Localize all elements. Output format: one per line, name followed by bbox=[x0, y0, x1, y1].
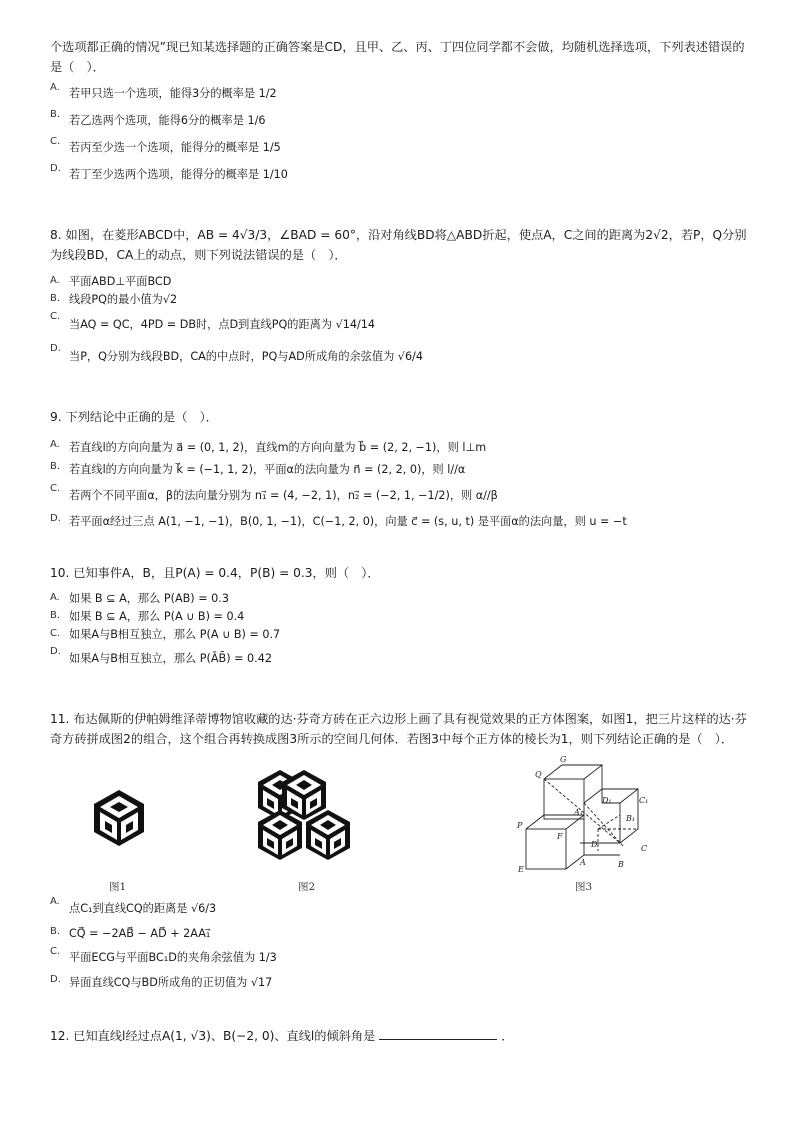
q8-option-b: B. 线段PQ的最小值为√2 bbox=[50, 293, 178, 306]
q9-option-b: B. 若直线l的方向向量为 k⃗ = (−1, 1, 2)，平面α的法向量为 n⃗ = (2, 2, 0)，则 l//α bbox=[50, 461, 466, 476]
label-f: F bbox=[557, 832, 563, 841]
label-c1: C₁ bbox=[639, 796, 649, 805]
question-7 bbox=[50, 37, 750, 188]
label-a: A bbox=[580, 858, 586, 867]
label-b1: B₁ bbox=[626, 814, 636, 823]
q7-option-c: C. 若丙至少选一个选项，能得分的概率是 1/5 bbox=[50, 136, 281, 154]
label-d: D bbox=[591, 840, 598, 849]
question-11-options bbox=[50, 894, 750, 994]
q7-option-b: B. 若乙选两个选项，能得6分的概率是 1/6 bbox=[50, 109, 266, 127]
label-q: Q bbox=[535, 770, 542, 779]
figure-1-caption: 图1 bbox=[109, 881, 127, 893]
q9-option-a: A. 若直线l的方向向量为 a⃗ = (0, 1, 2)，直线m的方向向量为 b⃗ = (2, 2, −1)，则 l⊥m bbox=[50, 439, 487, 454]
figure-1-cube-tile bbox=[92, 788, 146, 848]
question-11-stem: 11. 布达佩斯的伊帕姆维泽蒂博物馆收藏的达·芬奇方砖在正六边形上画了具有视觉效果的正方体图案，如图1，把三片这样的达·芬奇方砖拼成图2的组合，这个组合再转换成图3所示的空间几何体．若图3中每个正方体的棱长为1，则下列结论正确的是（ ）． bbox=[50, 712, 747, 746]
q7-option-d: D. 若丁至少选两个选项，能得分的概率是 1/10 bbox=[50, 163, 288, 181]
q10-option-c: C. 如果A与B相互独立，那么 P(A ∪ B) = 0.7 bbox=[50, 628, 281, 641]
q9-option-d: D. 若平面α经过三点 A(1, −1, −1)，B(0, 1, −1)，C(−1, 2, 0)，向量 c⃗ = (s, u, t) 是平面α的法向量，则 u = −t bbox=[50, 513, 627, 528]
q10-option-d: D. 如果A与B相互独立，那么 P(ĀB̄) = 0.42 bbox=[50, 646, 272, 665]
q10-option-b: B. 如果 B ⊆ A，那么 P(A ∪ B) = 0.4 bbox=[50, 610, 245, 623]
figure-2-cube-tiles bbox=[256, 768, 353, 880]
question-9-stem: 9. 下列结论中正确的是（ ）． bbox=[50, 410, 218, 424]
answer-blank[interactable] bbox=[379, 1027, 497, 1040]
label-b: B bbox=[618, 860, 624, 869]
q11-option-c: C. 平面ECG与平面BC₁D的夹角余弦值为 1/3 bbox=[50, 946, 277, 964]
figure-3-solid bbox=[514, 755, 660, 875]
question-12-stem: 12. 已知直线l经过点A(1, √3)、B(−2, 0)、直线l的倾斜角是 ． bbox=[50, 1029, 514, 1043]
question-10-stem: 10. 已知事件A，B，且P(A) = 0.4，P(B) = 0.3，则（ ）． bbox=[50, 566, 380, 580]
figure-3-caption: 图3 bbox=[575, 881, 593, 893]
question-8-stem: 8. 如图，在菱形ABCD中，AB = 4√3/3，∠BAD = 60°，沿对角线BD将△ABD折起，使点A，C之间的距离为2√2，若P，Q分别为线段BD，CA上的动点，则下列说法错误的是（ ）． bbox=[50, 228, 747, 262]
question-12 bbox=[50, 1026, 750, 1046]
question-11 bbox=[50, 709, 750, 749]
label-e: E bbox=[518, 865, 524, 874]
question-10 bbox=[50, 563, 750, 674]
label-a1: A₁ bbox=[574, 808, 583, 817]
q11-option-a: A. 点C₁到直线CQ的距离是 √6/3 bbox=[50, 896, 217, 915]
q8-option-a: A. 平面ABD⊥平面BCD bbox=[50, 275, 172, 288]
q11-option-b: B. CQ⃗ = −2AB⃗ − AD⃗ + 2AA₁⃗ bbox=[50, 926, 211, 940]
q11-option-d: D. 异面直线CQ与BD所成角的正切值为 √17 bbox=[50, 974, 273, 989]
label-p: P bbox=[517, 821, 523, 830]
q9-option-c: C. 若两个不同平面α，β的法向量分别为 n₁⃗ = (4, −2, 1)，n₂⃗ = (−2, 1, −1/2)，则 α//β bbox=[50, 483, 498, 502]
label-g: G bbox=[560, 755, 567, 764]
question-7-stem: 个选项都正确的情况”现已知某选择题的正确答案是CD，且甲、乙、丙、丁四位同学都不会做，均随机选择选项，下列表述错误的是（ ）． bbox=[50, 40, 745, 74]
q8-option-c: C. 当AQ = QC，4PD = DB时，点D到直线PQ的距离为 √14/14 bbox=[50, 311, 375, 331]
question-8 bbox=[50, 225, 750, 373]
label-c: C bbox=[641, 844, 648, 853]
question-9 bbox=[50, 407, 750, 533]
q7-option-a: A. 若甲只选一个选项，能得3分的概率是 1/2 bbox=[50, 82, 277, 100]
figure-2-caption: 图2 bbox=[298, 881, 316, 893]
q8-option-d: D. 当P，Q分别为线段BD，CA的中点时，PQ与AD所成角的余弦值为 √6/4 bbox=[50, 343, 423, 363]
label-d1: D₁ bbox=[602, 796, 612, 805]
q10-option-a: A. 如果 B ⊆ A，那么 P(AB) = 0.3 bbox=[50, 592, 229, 605]
